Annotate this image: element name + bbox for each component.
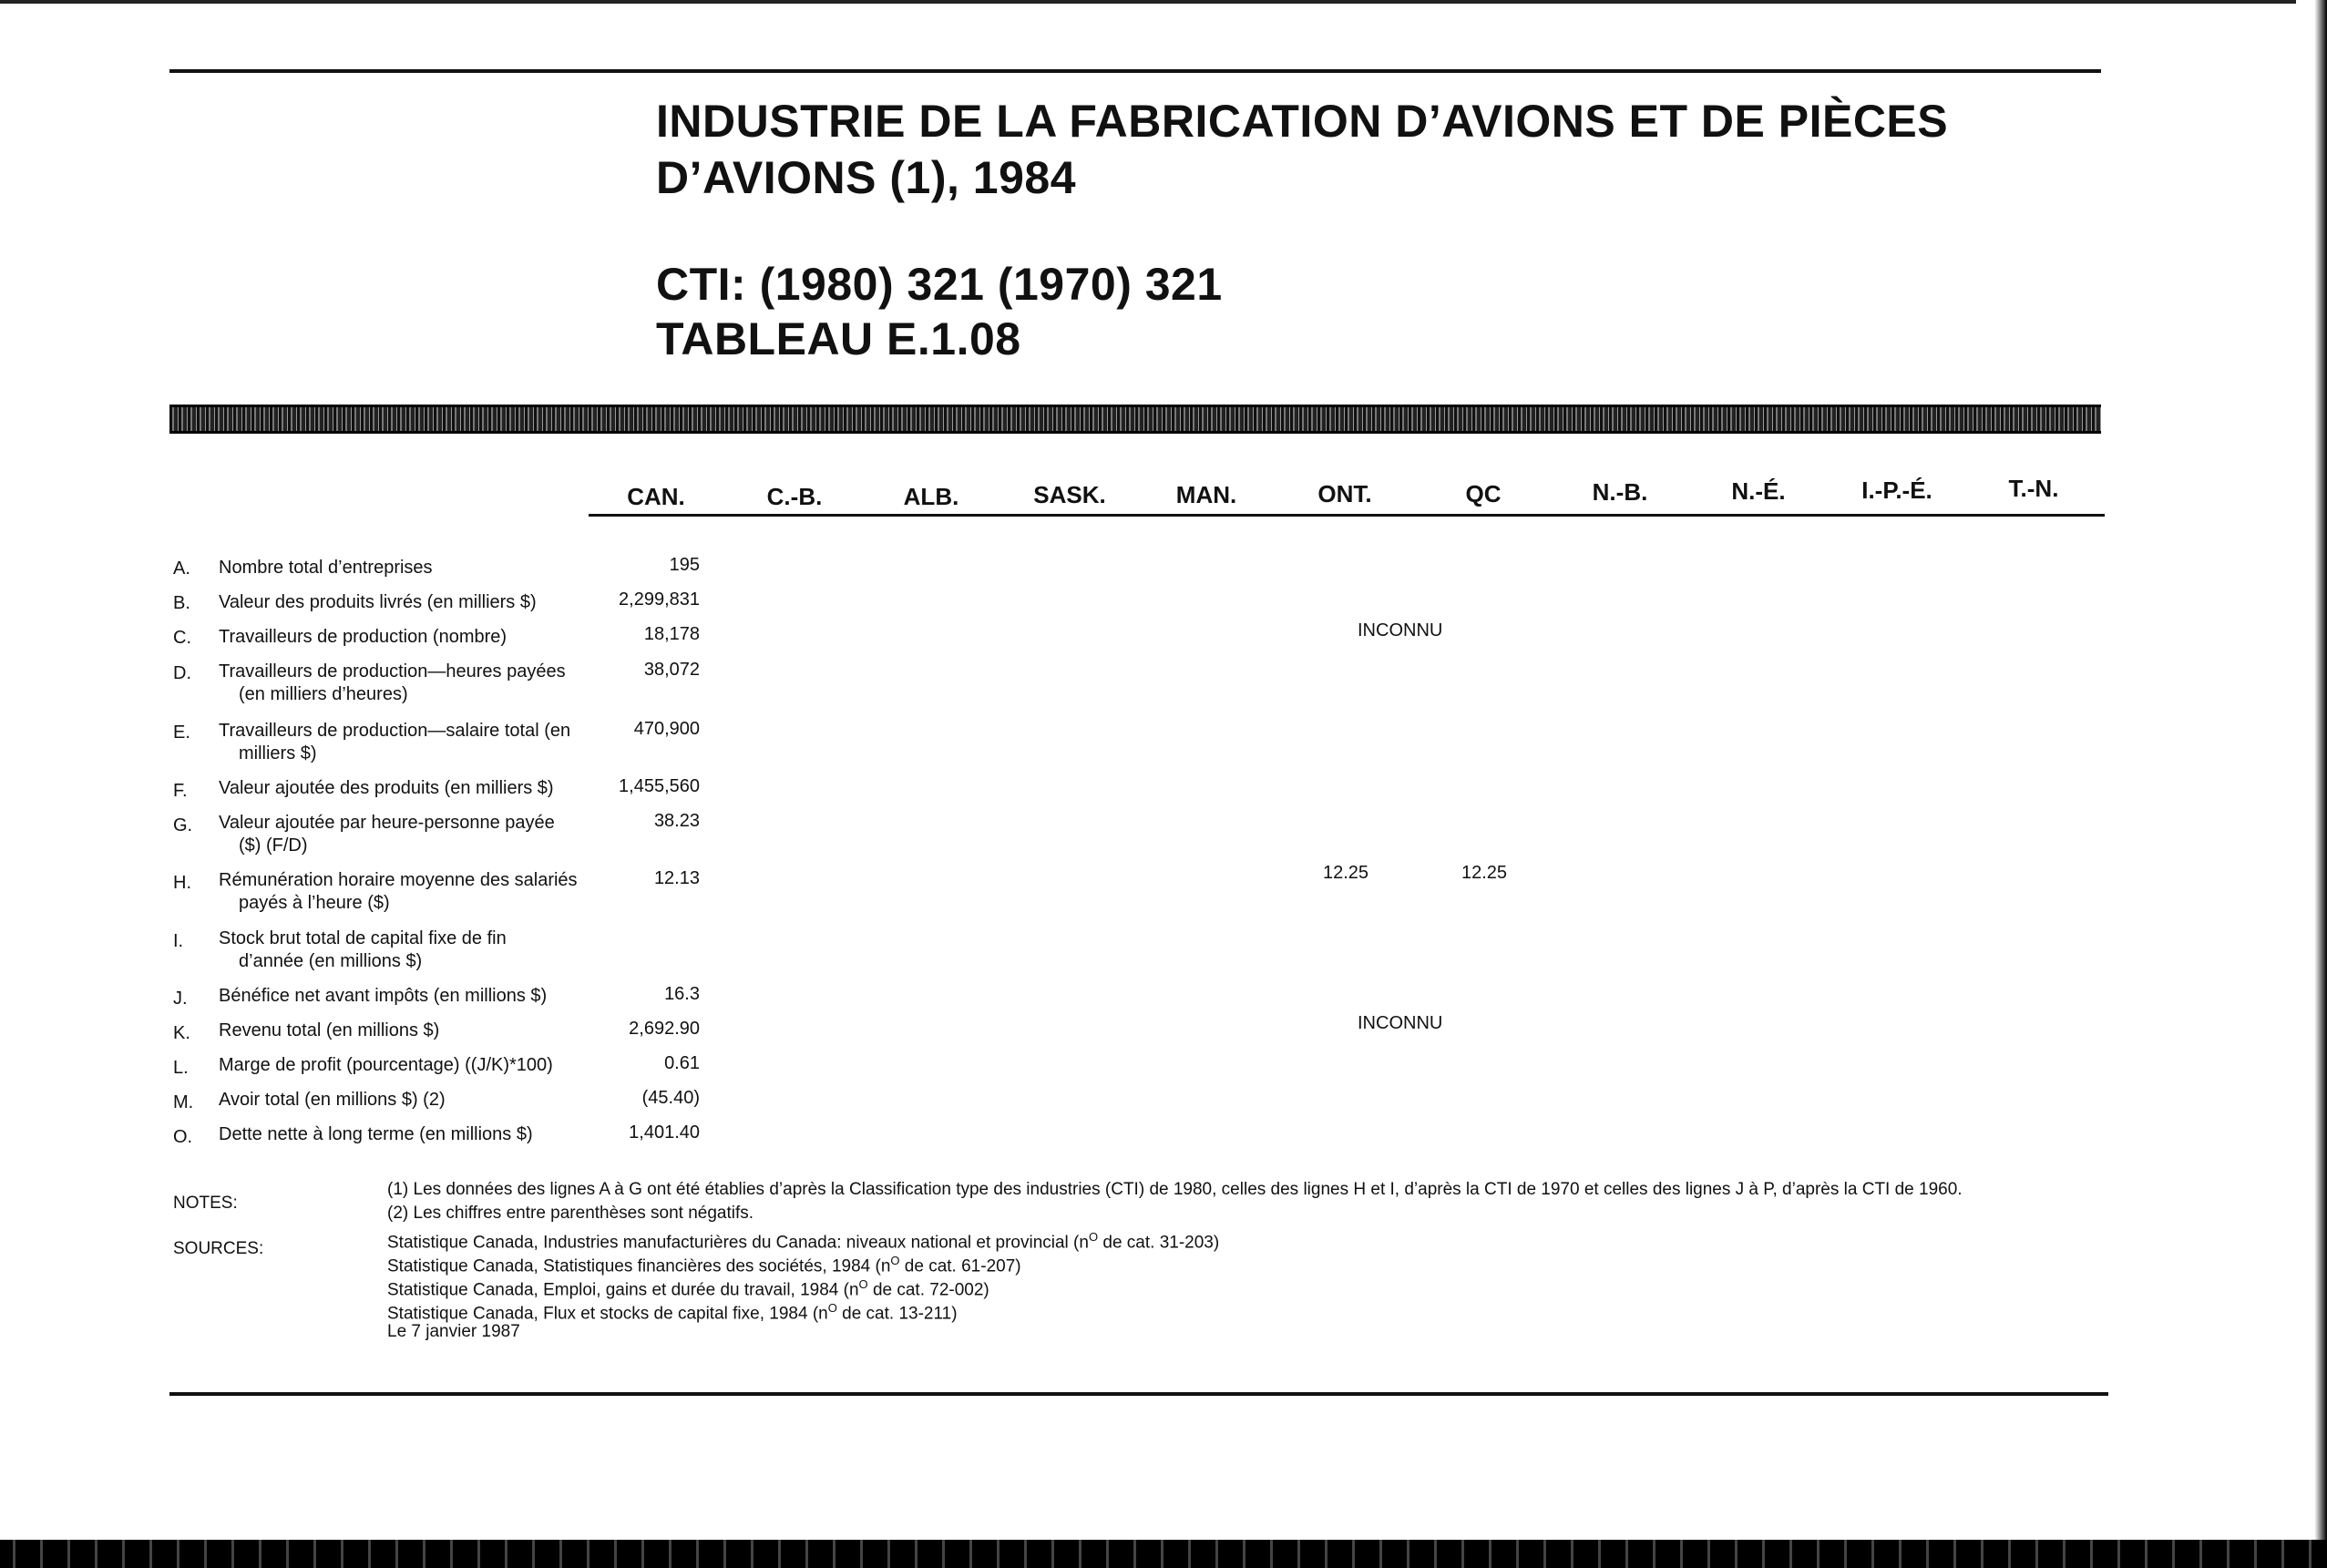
row-value-can: 1,455,560 (619, 776, 700, 796)
row-value-can: 2,692.90 (629, 1019, 700, 1039)
source-2-cat: de cat. 61-207) (904, 1256, 1021, 1276)
row-value-can: 12.13 (653, 868, 700, 888)
row-label-text: Revenu total (en millions $) (219, 1020, 440, 1040)
row-value-ont: 12.25 (1323, 863, 1369, 883)
row-letter: B. (173, 593, 190, 613)
source-3-cat: de cat. 72-002) (872, 1280, 989, 1300)
sources-label: SOURCES: (173, 1239, 264, 1258)
col-header-qc: QC (1465, 480, 1502, 507)
col-header-alb: ALB. (903, 483, 959, 510)
col-header-ont: ONT. (1317, 480, 1372, 507)
row-value-can: (45.40) (641, 1088, 700, 1108)
row-value-unknown: INCONNU (1358, 620, 1443, 641)
row-label-text: Rémunération horaire moyenne des salariés (219, 870, 578, 890)
row-letter: I. (173, 931, 184, 951)
row-letter: C. (173, 628, 191, 648)
source-1-cat: de cat. 31-203) (1102, 1233, 1220, 1253)
row-label (219, 927, 610, 973)
row-label-text-2: ($) (F/D) (239, 835, 308, 856)
classification-code: CTI: (1980) 321 (1970) 321 (656, 259, 1223, 310)
source-1-text: Statistique Canada, Industries manufacturières du Canada: niveaux national et provincial (n (387, 1233, 1089, 1253)
col-header-tn: T.-N. (2008, 475, 2059, 502)
col-header-sask: SASK. (1033, 481, 1106, 508)
source-1-sup: O (1088, 1230, 1099, 1244)
col-header-nb: N.-B. (1592, 478, 1648, 506)
row-letter: G. (173, 815, 193, 835)
source-4-sup: O (827, 1301, 837, 1315)
row-label-text: Travailleurs de production—salaire total (en (219, 721, 571, 741)
scan-edge-bottom (0, 1540, 2327, 1568)
row-label-text-2: (en milliers d’heures) (239, 684, 408, 704)
row-value-can: 38.23 (653, 811, 700, 831)
col-header-can: CAN. (627, 483, 685, 510)
row-letter: H. (173, 873, 191, 893)
row-label-text-2: milliers $) (239, 743, 317, 764)
row-value-can: 18,178 (643, 624, 700, 644)
row-label-text: Marge de profit (pourcentage) ((J/K)*100) (219, 1055, 553, 1075)
bottom-rule (169, 1392, 2108, 1396)
title-line-2: D’AVIONS (1), 1984 (656, 152, 1077, 203)
decorative-bar (169, 405, 2101, 434)
row-letter: A. (173, 559, 190, 579)
row-value-qc: 12.25 (1461, 863, 1508, 883)
row-value-can: 195 (669, 555, 700, 575)
top-rule (169, 69, 2101, 73)
row-value-can: 470,900 (633, 719, 700, 739)
row-letter: L. (173, 1058, 189, 1078)
row-letter: M. (173, 1092, 194, 1112)
row-letter: F. (173, 781, 188, 801)
row-letter: D. (173, 663, 191, 683)
row-label-text-2: payés à l’heure ($) (239, 893, 390, 913)
title-line-1: INDUSTRIE DE LA FABRICATION D’AVIONS ET DE PIÈCES (656, 96, 1949, 147)
source-4-text: Statistique Canada, Flux et stocks de capital fixe, 1984 (n (387, 1304, 828, 1324)
date: Le 7 janvier 1987 (387, 1322, 520, 1341)
col-header-ne: N.-É. (1731, 477, 1786, 505)
note-2: (2) Les chiffres entre parenthèses sont négatifs. (387, 1204, 754, 1223)
scan-edge-right (2296, 0, 2327, 1568)
row-letter: K. (173, 1023, 190, 1043)
col-header-ipe: I.-P.-É. (1861, 477, 1932, 504)
row-value-can: 16.3 (664, 984, 700, 1004)
col-header-man: MAN. (1175, 481, 1237, 508)
row-label-text: Bénéfice net avant impôts (en millions $) (219, 986, 548, 1006)
table-number: TABLEAU E.1.08 (656, 313, 1021, 364)
row-label-text: Dette nette à long terme (en millions $) (219, 1124, 533, 1144)
source-3-sup: O (858, 1277, 868, 1291)
row-value-unknown: INCONNU (1358, 1013, 1443, 1033)
row-label-text: Travailleurs de production—heures payées (219, 661, 566, 682)
row-label-text: Valeur ajoutée des produits (en milliers $) (219, 778, 554, 798)
row-label-text: Nombre total d’entreprises (219, 558, 433, 578)
note-1: (1) Les données des lignes A à G ont été établies d’après la Classification type des industries (CTI) de 1980, celles des lignes H et I, d’après la CTI de 1970 et celles des lignes J à P, d’après la CTI de 1960. (387, 1180, 1963, 1199)
row-label-text: Valeur des produits livrés (en milliers $) (219, 592, 537, 612)
row-label-text: Valeur ajoutée par heure-personne payée (219, 813, 555, 833)
row-label-text: Stock brut total de capital fixe de fin (219, 928, 507, 948)
source-2-text: Statistique Canada, Statistiques financières des sociétés, 1984 (n (387, 1256, 891, 1276)
row-label-text: Avoir total (en millions $) (2) (219, 1090, 446, 1110)
source-3-text: Statistique Canada, Emploi, gains et durée du travail, 1984 (n (387, 1280, 859, 1300)
source-2-sup: O (890, 1254, 900, 1267)
row-label-text-2: d’année (en millions $) (239, 951, 423, 971)
row-value-can: 38,072 (643, 660, 700, 680)
scan-edge-top (0, 0, 2327, 4)
row-letter: O. (173, 1127, 193, 1147)
row-letter: J. (173, 989, 188, 1009)
col-header-cb: C.-B. (766, 483, 823, 510)
notes-label: NOTES: (173, 1194, 238, 1213)
row-letter: E. (173, 723, 190, 743)
source-4-cat: de cat. 13-211) (842, 1304, 958, 1324)
row-value-can: 1,401.40 (629, 1122, 700, 1143)
row-value-can: 2,299,831 (619, 589, 700, 610)
row-label-text: Travailleurs de production (nombre) (219, 627, 507, 647)
row-value-can: 0.61 (664, 1053, 700, 1073)
header-rule (589, 514, 2105, 517)
